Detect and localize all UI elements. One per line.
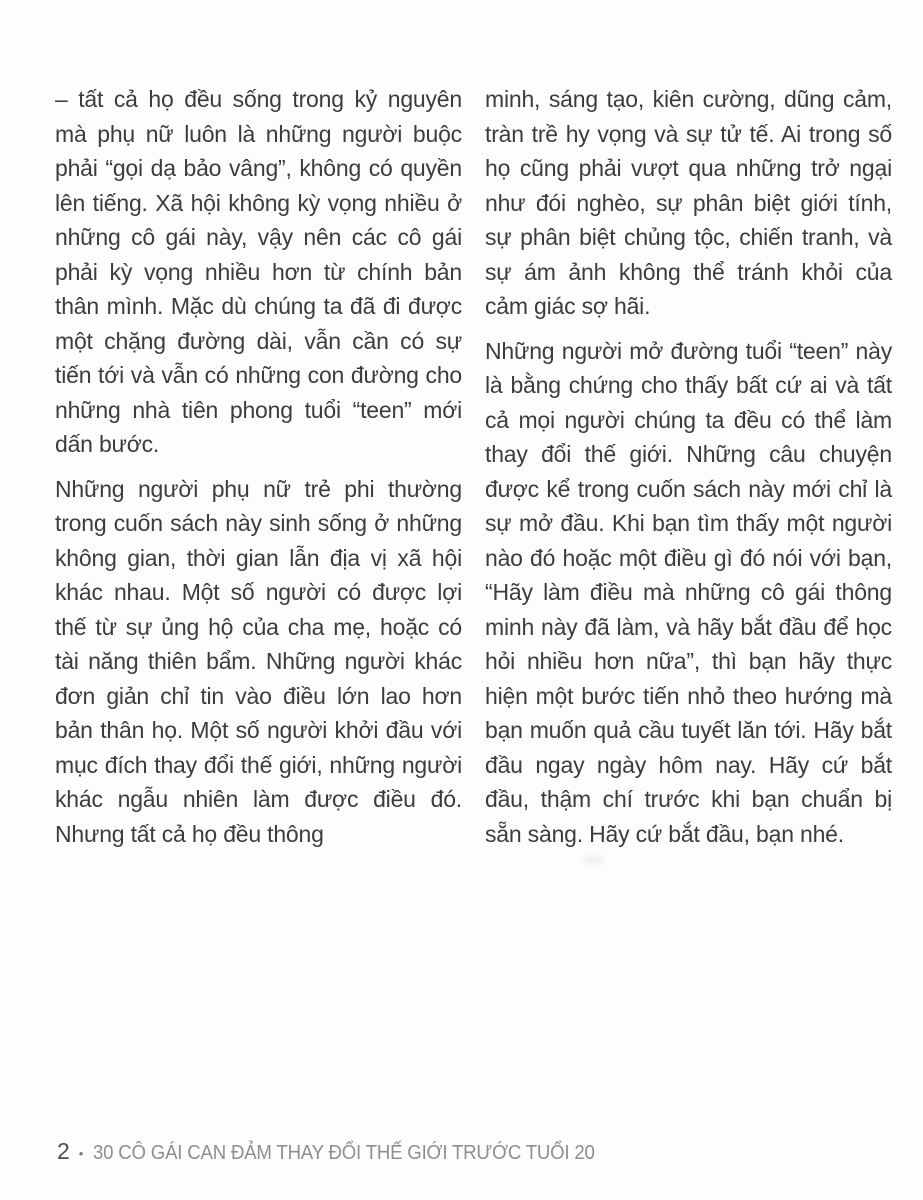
page-footer — [57, 1138, 633, 1165]
page-number: 2 — [57, 1138, 70, 1164]
page-body — [55, 82, 892, 851]
right-column — [485, 82, 892, 851]
scan-smudge-artifact — [583, 856, 605, 864]
footer-bullet-separator: • — [78, 1146, 84, 1161]
paragraph: – tất cả họ đều sống trong kỷ nguyên mà phụ nữ luôn là những người buộc phải “gọi dạ bảo vâng”, không có quyền lên tiếng. Xã hội không kỳ vọng nhiều ở những cô gái này, vậy nên các cô gái phải kỳ vọng nhiều hơn từ chính bản thân mình. Mặc dù chúng ta đã đi được một chặng đường dài, vẫn cần có sự tiến tới và vẫn có những con đường cho những nhà tiên phong tuổi “teen” mới dấn bước. — [55, 86, 462, 457]
paragraph: minh, sáng tạo, kiên cường, dũng cảm, tràn trề hy vọng và sự tử tế. Ai trong số họ cũng phải vượt qua những trở ngại như đói nghèo, sự phân biệt giới tính, sự phân biệt chủng tộc, chiến tranh, và sự ám ảnh không thể tránh khỏi của cảm giác sợ hãi. — [485, 86, 892, 319]
paragraph: Những người phụ nữ trẻ phi thường trong cuốn sách này sinh sống ở những không gian, thời gian lẫn địa vị xã hội khác nhau. Một số người có được lợi thế từ sự ủng hộ của cha mẹ, hoặc có tài năng thiên bẩm. Những người khác đơn giản chỉ tin vào điều lớn lao hơn bản thân họ. Một số người khởi đầu với mục đích thay đổi thế giới, những người khác ngẫu nhiên làm được điều đó. Nhưng tất cả họ đều thông — [55, 475, 462, 847]
paragraph: Những người mở đường tuổi “teen” này là bằng chứng cho thấy bất cứ ai và tất cả mọi người chúng ta đều có thể làm thay đổi thế giới. Những câu chuyện được kể trong cuốn sách này mới chỉ là sự mở đầu. Khi bạn tìm thấy một người nào đó hoặc một điều gì đó nói với bạn, “Hãy làm điều mà những cô gái thông minh này đã làm, và hãy bắt đầu để học hỏi nhiều hơn nữa”, thì bạn hãy thực hiện một bước tiến nhỏ theo hướng mà bạn muốn quả cầu tuyết lăn tới. Hãy bắt đầu ngay ngày hôm nay. Hãy cứ bắt đầu, thậm chí trước khi bạn chuẩn bị sẵn sàng. Hãy cứ bắt đầu, bạn nhé. — [485, 337, 892, 847]
left-column — [55, 82, 462, 851]
running-title: 30 CÔ GÁI CAN ĐẢM THAY ĐỔI THẾ GIỚI TRƯỚC TUỔI 20 — [93, 1142, 596, 1164]
